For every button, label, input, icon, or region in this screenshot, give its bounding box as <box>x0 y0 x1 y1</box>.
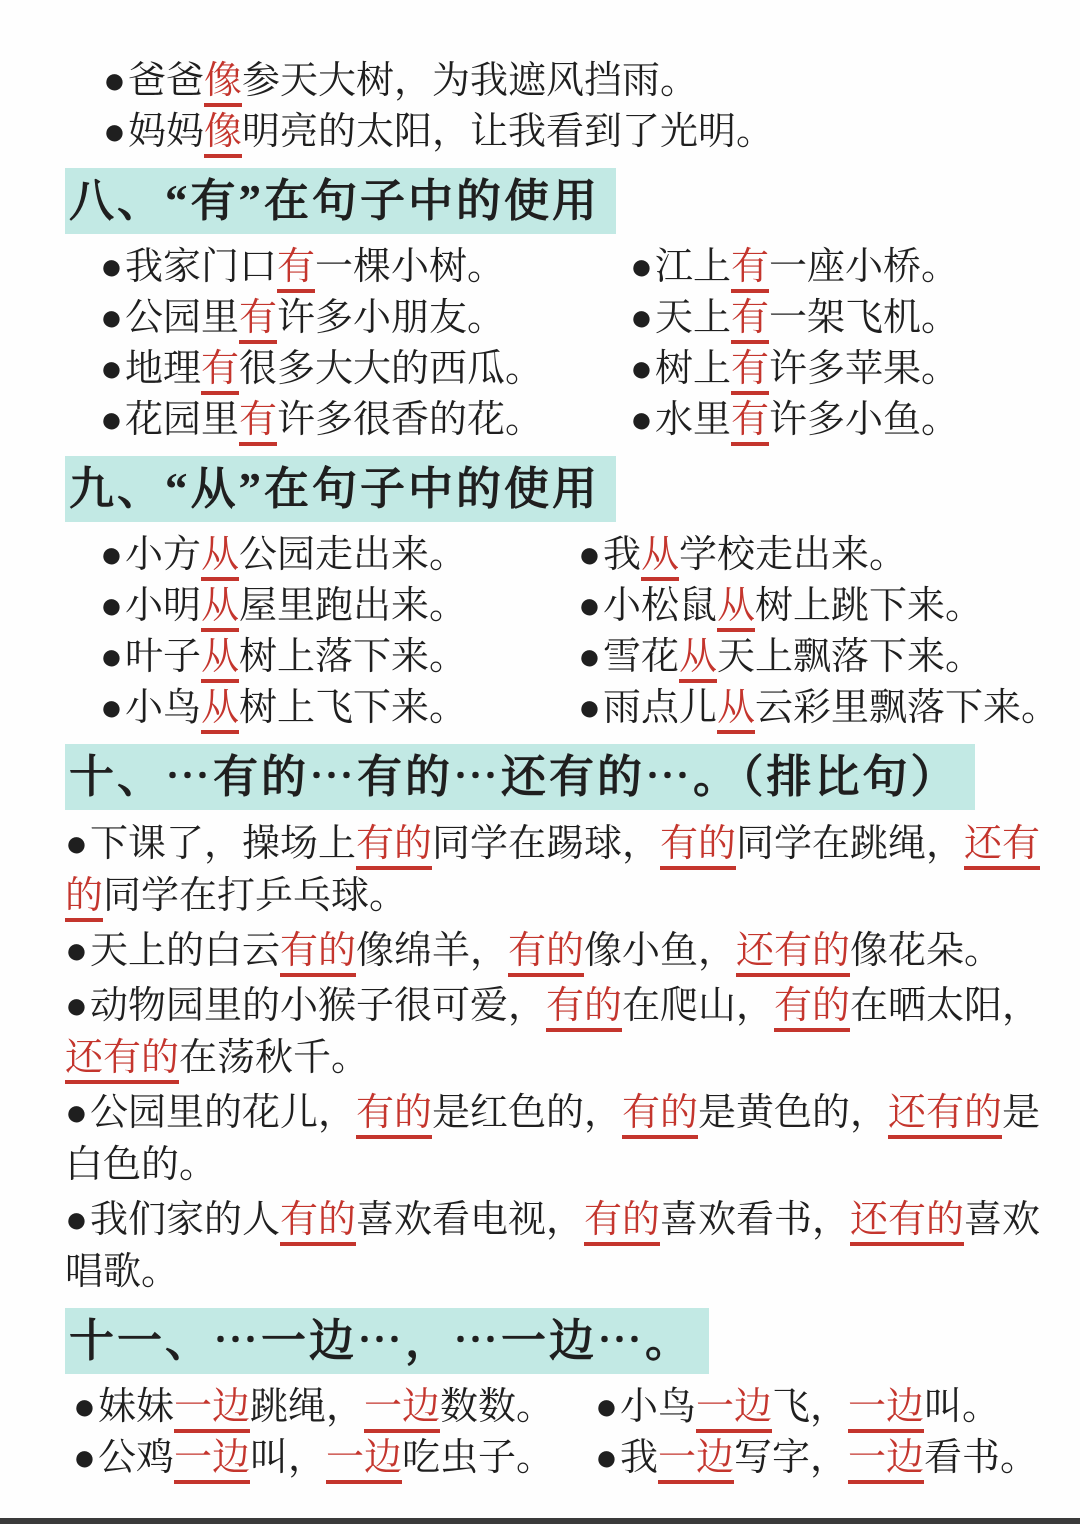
sentence-text: 我们家的人 <box>89 1199 280 1241</box>
sentence-text: 江上 <box>654 246 731 288</box>
section-11-list-left <box>73 1382 595 1484</box>
sentence-text: 动物园里的小猴子很可爱， <box>89 985 546 1027</box>
sentence-text: 在晒太阳， <box>850 985 1041 1027</box>
sentence-text: 小方 <box>124 534 201 576</box>
sentence-text: 公园走出来。 <box>238 534 467 576</box>
sentence-text: 公园里 <box>124 297 239 339</box>
bullet-icon: ● <box>73 1386 96 1428</box>
sentence-text: 雨点儿 <box>602 687 717 729</box>
sentence-text: 许多苹果。 <box>768 348 959 390</box>
highlighted-word: 有 <box>239 297 277 344</box>
highlighted-word: 从 <box>201 636 239 683</box>
highlighted-word: 一边 <box>364 1386 440 1433</box>
highlighted-word: 有的 <box>546 985 622 1032</box>
highlighted-word: 从 <box>201 687 239 734</box>
sentence-item <box>578 632 1059 683</box>
section-10-header: 十、⋯有的⋯有的⋯还有的⋯。（排比句） <box>65 744 975 810</box>
bullet-icon: ● <box>578 534 601 576</box>
sentence-text: 屋里跑出来。 <box>238 585 467 627</box>
bullet-icon: ● <box>65 930 88 972</box>
sentence-text: 数数。 <box>440 1386 555 1428</box>
sentence-text: 树上落下来。 <box>238 636 467 678</box>
sentence-text: 树上飞下来。 <box>238 687 467 729</box>
bullet-icon: ● <box>100 348 123 390</box>
bullet-icon: ● <box>578 585 601 627</box>
section-9-list-right <box>578 530 1059 734</box>
highlighted-word: 有的 <box>280 930 356 977</box>
highlighted-word: 从 <box>717 585 755 632</box>
sentence-text: 是红色的， <box>431 1092 622 1134</box>
sentence-item <box>630 293 1055 344</box>
highlighted-word: 有 <box>239 399 277 446</box>
bullet-icon: ● <box>100 636 123 678</box>
sentence-text: 天上 <box>654 297 731 339</box>
sentence-text: 树上跳下来。 <box>754 585 983 627</box>
sentence-text: 地理 <box>124 348 201 390</box>
sentence-item <box>100 293 630 344</box>
highlighted-word: 有 <box>731 348 769 395</box>
sentence-text: 同学在跳绳， <box>736 823 965 865</box>
sentence-text: 吃虫子。 <box>402 1437 555 1479</box>
sentence-text: 许多很香的花。 <box>276 399 543 441</box>
sentence-item <box>100 632 578 683</box>
sentence-text: 天上的白云 <box>89 930 280 972</box>
sentence-text: 小鸟 <box>124 687 201 729</box>
section-11-list-right <box>595 1382 1055 1484</box>
sentence-text: 像花朵。 <box>850 930 1003 972</box>
sentence-text: 在荡秋千。 <box>179 1037 370 1079</box>
bullet-icon: ● <box>100 687 123 729</box>
bullet-icon: ● <box>100 534 123 576</box>
sentence-text: 我 <box>619 1437 658 1479</box>
sentence-text: 一架飞机。 <box>768 297 959 339</box>
section-11-list <box>65 1382 1055 1484</box>
sentence-text: 很多大大的西瓜。 <box>238 348 543 390</box>
sentence-text: 像小鱼， <box>584 930 737 972</box>
sentence-item <box>630 242 1055 293</box>
bullet-icon: ● <box>73 1437 96 1479</box>
sentence-item <box>73 1433 595 1484</box>
bullet-icon: ● <box>595 1386 618 1428</box>
section-8-list <box>65 242 1055 446</box>
highlighted-word: 一边 <box>326 1437 402 1484</box>
sentence-item <box>65 1087 1055 1191</box>
sentence-item <box>100 530 578 581</box>
highlighted-word: 有 <box>277 246 315 293</box>
intro-list <box>65 56 1055 158</box>
sentence-text: 写字， <box>733 1437 848 1479</box>
sentence-text: 水里 <box>654 399 731 441</box>
sentence-item <box>100 344 630 395</box>
highlighted-word: 有 <box>731 399 769 446</box>
sentence-item <box>630 395 1055 446</box>
sentence-text: 在爬山， <box>621 985 774 1027</box>
highlighted-word: 一边 <box>848 1386 924 1433</box>
sentence-text: 飞， <box>771 1386 848 1428</box>
highlighted-word: 有的 <box>660 823 736 870</box>
highlighted-word: 还有的 <box>65 823 1040 922</box>
sentence-text: 跳绳， <box>249 1386 364 1428</box>
highlighted-word: 有的 <box>622 1092 698 1139</box>
bullet-icon: ● <box>103 60 126 102</box>
sentence-text: 妈妈 <box>127 111 204 153</box>
section-11-header: 十一、⋯一边⋯，⋯一边⋯。 <box>65 1308 709 1374</box>
bullet-icon: ● <box>65 1092 88 1134</box>
bullet-icon: ● <box>65 823 88 865</box>
bullet-icon: ● <box>65 985 88 1027</box>
highlighted-word: 有 <box>201 348 239 395</box>
section-8-list-right <box>630 242 1055 446</box>
sentence-item <box>65 980 1055 1084</box>
highlighted-word: 有的 <box>584 1199 660 1246</box>
sentence-item <box>103 56 1055 107</box>
highlighted-word: 像 <box>204 60 242 107</box>
sentence-text: 学校走出来。 <box>678 534 907 576</box>
sentence-text: 叫， <box>249 1437 326 1479</box>
highlighted-word: 还有的 <box>850 1199 964 1246</box>
sentence-item <box>65 1194 1055 1298</box>
sentence-item <box>595 1433 1055 1484</box>
sentence-item <box>73 1382 595 1433</box>
sentence-item <box>630 344 1055 395</box>
sentence-text: 云彩里飘落下来。 <box>754 687 1059 729</box>
highlighted-word: 有的 <box>280 1199 356 1246</box>
sentence-text: 喜欢看书， <box>660 1199 851 1241</box>
sentence-text: 是白色的。 <box>65 1092 1041 1186</box>
highlighted-word: 从 <box>641 534 679 581</box>
sentence-text: 许多小鱼。 <box>768 399 959 441</box>
section-8-header: 八、“有”在句子中的使用 <box>65 168 616 234</box>
sentence-text: 叶子 <box>124 636 201 678</box>
section-9-list <box>65 530 1059 734</box>
sentence-text: 花园里 <box>124 399 239 441</box>
sentence-text: 许多小朋友。 <box>276 297 505 339</box>
highlighted-word: 有的 <box>774 985 850 1032</box>
bullet-icon: ● <box>630 246 653 288</box>
sentence-text: 明亮的太阳，让我看到了光明。 <box>241 111 774 153</box>
sentence-item <box>595 1382 1055 1433</box>
sentence-text: 雪花 <box>602 636 679 678</box>
section-9-list-left <box>100 530 578 734</box>
highlighted-word: 一边 <box>696 1386 772 1433</box>
sentence-text: 爸爸 <box>127 60 204 102</box>
highlighted-word: 有 <box>731 297 769 344</box>
bullet-icon: ● <box>103 111 126 153</box>
sentence-text: 树上 <box>654 348 731 390</box>
bottom-bar <box>0 1518 1080 1524</box>
sentence-text: 小松鼠 <box>602 585 717 627</box>
highlighted-word: 有的 <box>356 1092 432 1139</box>
sentence-text: 叫。 <box>924 1386 1001 1428</box>
section-8-list-left <box>100 242 630 446</box>
highlighted-word: 一边 <box>174 1437 250 1484</box>
highlighted-word: 从 <box>679 636 717 683</box>
highlighted-word: 有的 <box>508 930 584 977</box>
bullet-icon: ● <box>630 297 653 339</box>
bullet-icon: ● <box>630 399 653 441</box>
highlighted-word: 一边 <box>658 1437 734 1484</box>
sentence-item <box>578 683 1059 734</box>
highlighted-word: 还有的 <box>888 1092 1002 1139</box>
highlighted-word: 还有的 <box>65 1037 179 1084</box>
highlighted-word: 一边 <box>848 1437 924 1484</box>
bullet-icon: ● <box>578 636 601 678</box>
highlighted-word: 还有的 <box>736 930 850 977</box>
highlighted-word: 从 <box>717 687 755 734</box>
sentence-text: 小明 <box>124 585 201 627</box>
sentence-text: 我 <box>602 534 641 576</box>
bullet-icon: ● <box>100 297 123 339</box>
sentence-item <box>100 683 578 734</box>
sentence-text: 参天大树，为我遮风挡雨。 <box>241 60 698 102</box>
sentence-text: 是黄色的， <box>698 1092 889 1134</box>
sentence-text: 同学在打乒乓球。 <box>103 875 408 917</box>
sentence-text: 小鸟 <box>619 1386 696 1428</box>
bullet-icon: ● <box>100 399 123 441</box>
sentence-item <box>578 530 1059 581</box>
sentence-text: 一座小桥。 <box>768 246 959 288</box>
sentence-text: 公园里的花儿， <box>89 1092 356 1134</box>
sentence-text: 像绵羊， <box>355 930 508 972</box>
sentence-text: 一棵小树。 <box>314 246 505 288</box>
sentence-text: 喜欢唱歌。 <box>65 1199 1041 1293</box>
bullet-icon: ● <box>100 246 123 288</box>
sentence-item <box>103 107 1055 158</box>
highlighted-word: 从 <box>201 585 239 632</box>
sentence-item <box>65 925 1055 977</box>
bullet-icon: ● <box>595 1437 618 1479</box>
sentence-text: 我家门口 <box>124 246 277 288</box>
section-9-header: 九、“从”在句子中的使用 <box>65 456 616 522</box>
sentence-item <box>65 818 1055 922</box>
sentence-item <box>100 581 578 632</box>
sentence-item <box>100 395 630 446</box>
bullet-icon: ● <box>630 348 653 390</box>
sentence-text: 看书。 <box>924 1437 1039 1479</box>
bullet-icon: ● <box>578 687 601 729</box>
bullet-icon: ● <box>100 585 123 627</box>
sentence-text: 同学在踢球， <box>431 823 660 865</box>
sentence-text: 公鸡 <box>97 1437 174 1479</box>
highlighted-word: 从 <box>201 534 239 581</box>
highlighted-word: 像 <box>204 111 242 158</box>
sentence-text: 下课了，操场上 <box>89 823 356 865</box>
sentence-text: 天上飘落下来。 <box>716 636 983 678</box>
sentence-text: 喜欢看电视， <box>355 1199 584 1241</box>
sentence-item <box>100 242 630 293</box>
sentence-item <box>578 581 1059 632</box>
highlighted-word: 一边 <box>174 1386 250 1433</box>
section-10-list <box>65 818 1055 1298</box>
sentence-text: 妹妹 <box>97 1386 174 1428</box>
highlighted-word: 有 <box>731 246 769 293</box>
highlighted-word: 有的 <box>356 823 432 870</box>
bullet-icon: ● <box>65 1199 88 1241</box>
